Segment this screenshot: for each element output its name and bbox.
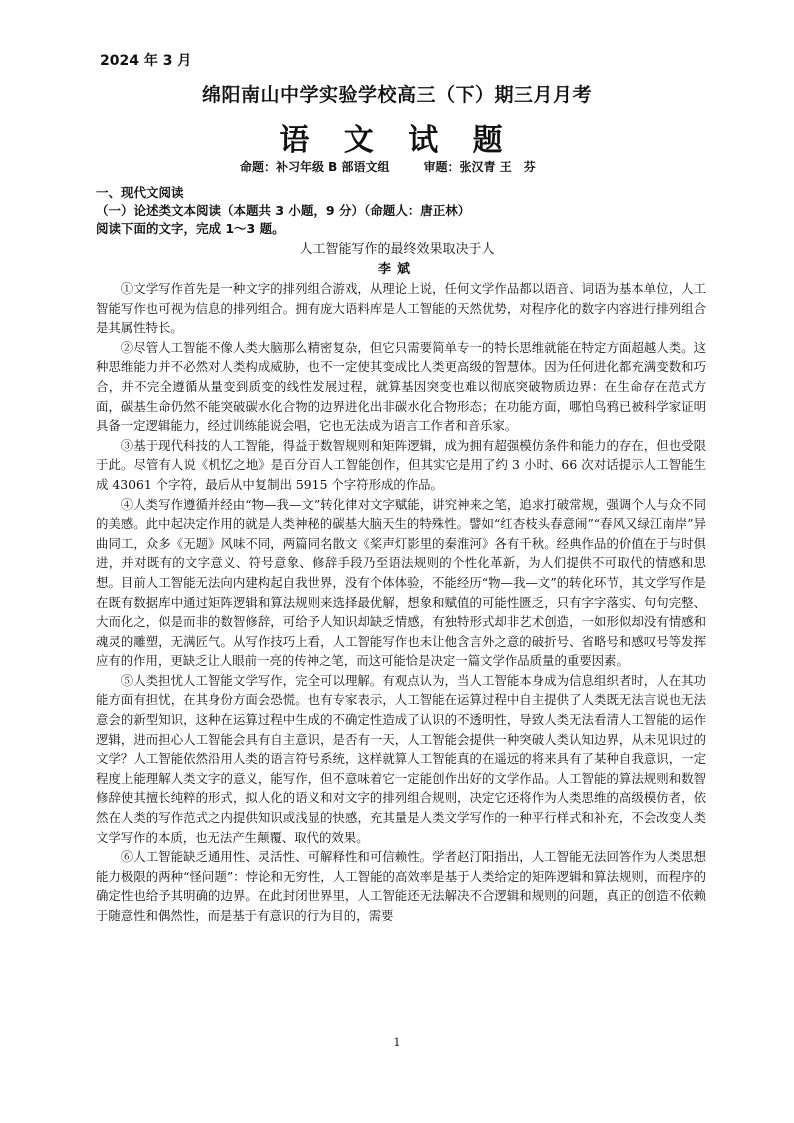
paragraph: ⑤人类担忧人工智能文学写作，完全可以理解。有观点认为，当人工智能本身成为信息组织者时，人在其功能方面有担忧，在其身份方面会恐慌。也有专家表示，人工智能在运算过程中自主提供了人类既无法言说也无法意会的新型知识，这种在运算过程中生成的不确定性造成了认识的不透明性，导致人类无法看清人工智能的运作逻辑，进而担心人工智能会具有自主意识，是否有一天，人工智能会提供一种突破人类认知边界，从未见识过的文学？人工智能依然沿用人类的语言符号系统，这样就算人工智能真的在遥远的将来具有了某种自我意识，一定程度上能理解人类文字的意义，能写作，但不意味着它一定能创作出好的文学作品。人工智能的算法规则和数智修辞使其擅长纯粹的形式，拟人化的语义和对文字的排列组合规则，决定它还将作为人类思维的高级模仿者，依然在人类的写作范式之内提供知识或浅显的快感，充其量是人类文学写作的一种平行样式和补充，不会改变人类文学写作的本质，也无法产生颠覆、取代的效果。	[96, 672, 706, 845]
exam-date: 2024 年 3 月	[100, 53, 192, 69]
paragraph: ④人类写作遵循并经由“物—我—文”转化律对文字赋能，讲究神来之笔，追求打破常规，强调个人与众不同的美感。此中起决定作用的就是人类神秘的碳基大脑天生的特殊性。譬如“红杏枝头春意闹”“春风又绿江南岸”异曲同工，众多《无题》风味不同，两篇同名散文《桨声灯影里的秦淮河》各有千秋。经典作品的价值在于与时俱进，并对既有的文字意义、符号意象、修辞手段乃至语法规则的个性化革新，为人们提供不可取代的情感和思想。目前人工智能无法向内建构起自我世界，没有个体体验，不能经历“物—我—文”的转化环节，其文学写作是在既有数据库中通过矩阵逻辑和算法规则来选择最优解，想象和赋值的可能性匮乏，只有字字落实、句句完整、大而化之，似是而非的数智修辞，可给予人知识却缺乏情感，有独特形式却非艺术创造，一如形似却没有情感和魂灵的雕塑，无满匠气。从写作技巧上看，人工智能写作也未让他含言外之意的破折号、省略号和感叹号等发挥应有的作用，更缺乏让人眼前一亮的传神之笔，而这可能恰是决定一篇文学作品质量的重要因素。	[96, 496, 706, 669]
article-author: 李斌	[377, 262, 416, 277]
exam-credits	[240, 158, 570, 175]
paragraph: ①文学写作首先是一种文字的排列组合游戏，从理论上说，任何文学作品都以语音、词语为基本单位，人工智能写作也可视为信息的排列组合。拥有庞大语料库是人工智能的天然优势，对程序化的数字内容进行排列组合是其属性特长。	[96, 281, 706, 336]
reviewer-credit: 审题：张汉青 王 芬	[423, 160, 536, 174]
paragraph: ③基于现代科技的人工智能，得益于数智规则和矩阵逻辑，成为拥有超强模仿条件和能力的存在，但也受限于此。尽管有人说《机忆之地》是百分百人工智能创作，但其实它是用了约 3 小时、66 次对话提示人工智能生成 43061 个字符，最后从中复制出 5915 个字符形成的作品。	[96, 437, 706, 492]
school-heading: 绵阳南山中学实验学校高三（下）期三月月考	[201, 84, 592, 106]
paragraph: ②尽管人工智能不像人类大脑那么精密复杂，但它只需要简单专一的特长思维就能在特定方面超越人类。这种思维能力并不必然对人类构成威胁，也不一定使其变成比人类更高级的智慧体。因为任何进化都充满变数和巧合，并不完全遵循从量变到质变的线性发展过程，就算基因突变也难以彻底突破物质边界：在生命存在范式方面，碳基生命仍然不能突破碳水化合物的边界进化出非碳水化合物形态；在功能方面，哪怕鸟鸦已被科学家证明具备一定逻辑能力，经过训练能说会唱，它也无法成为语言工作者和音乐家。	[96, 339, 706, 434]
paragraph: ⑥人工智能缺乏通用性、灵活性、可解释性和可信赖性。学者赵汀阳指出，人工智能无法回答作为人类思想能力极限的两种“怪问题”：悖论和无穷性，人工智能的高效率是基于人类给定的矩阵逻辑和算法规则，而程序的确定性也给予其明确的边界。在此封闭世界里，人工智能还无法解决不合逻辑和规则的问题，真正的创造不依赖于随意性和偶然性，而是基于有意识的行为目的，需要	[96, 849, 706, 923]
exam-title: 语 文 试 题	[279, 123, 515, 158]
subsection-heading: （一）论述类文本阅读（本题共 3 小题，9 分）（命题人：唐正林）	[96, 203, 471, 218]
article-title: 人工智能写作的最终效果取决于人	[299, 242, 495, 257]
page-number: 1	[393, 1036, 401, 1049]
setter-credit: 命题：补习年级 B 部语文组	[240, 160, 390, 174]
article-body	[96, 279, 706, 926]
section-heading: 一、现代文阅读	[96, 185, 184, 200]
reading-instruction: 阅读下面的文字，完成 1～3 题。	[96, 221, 285, 236]
